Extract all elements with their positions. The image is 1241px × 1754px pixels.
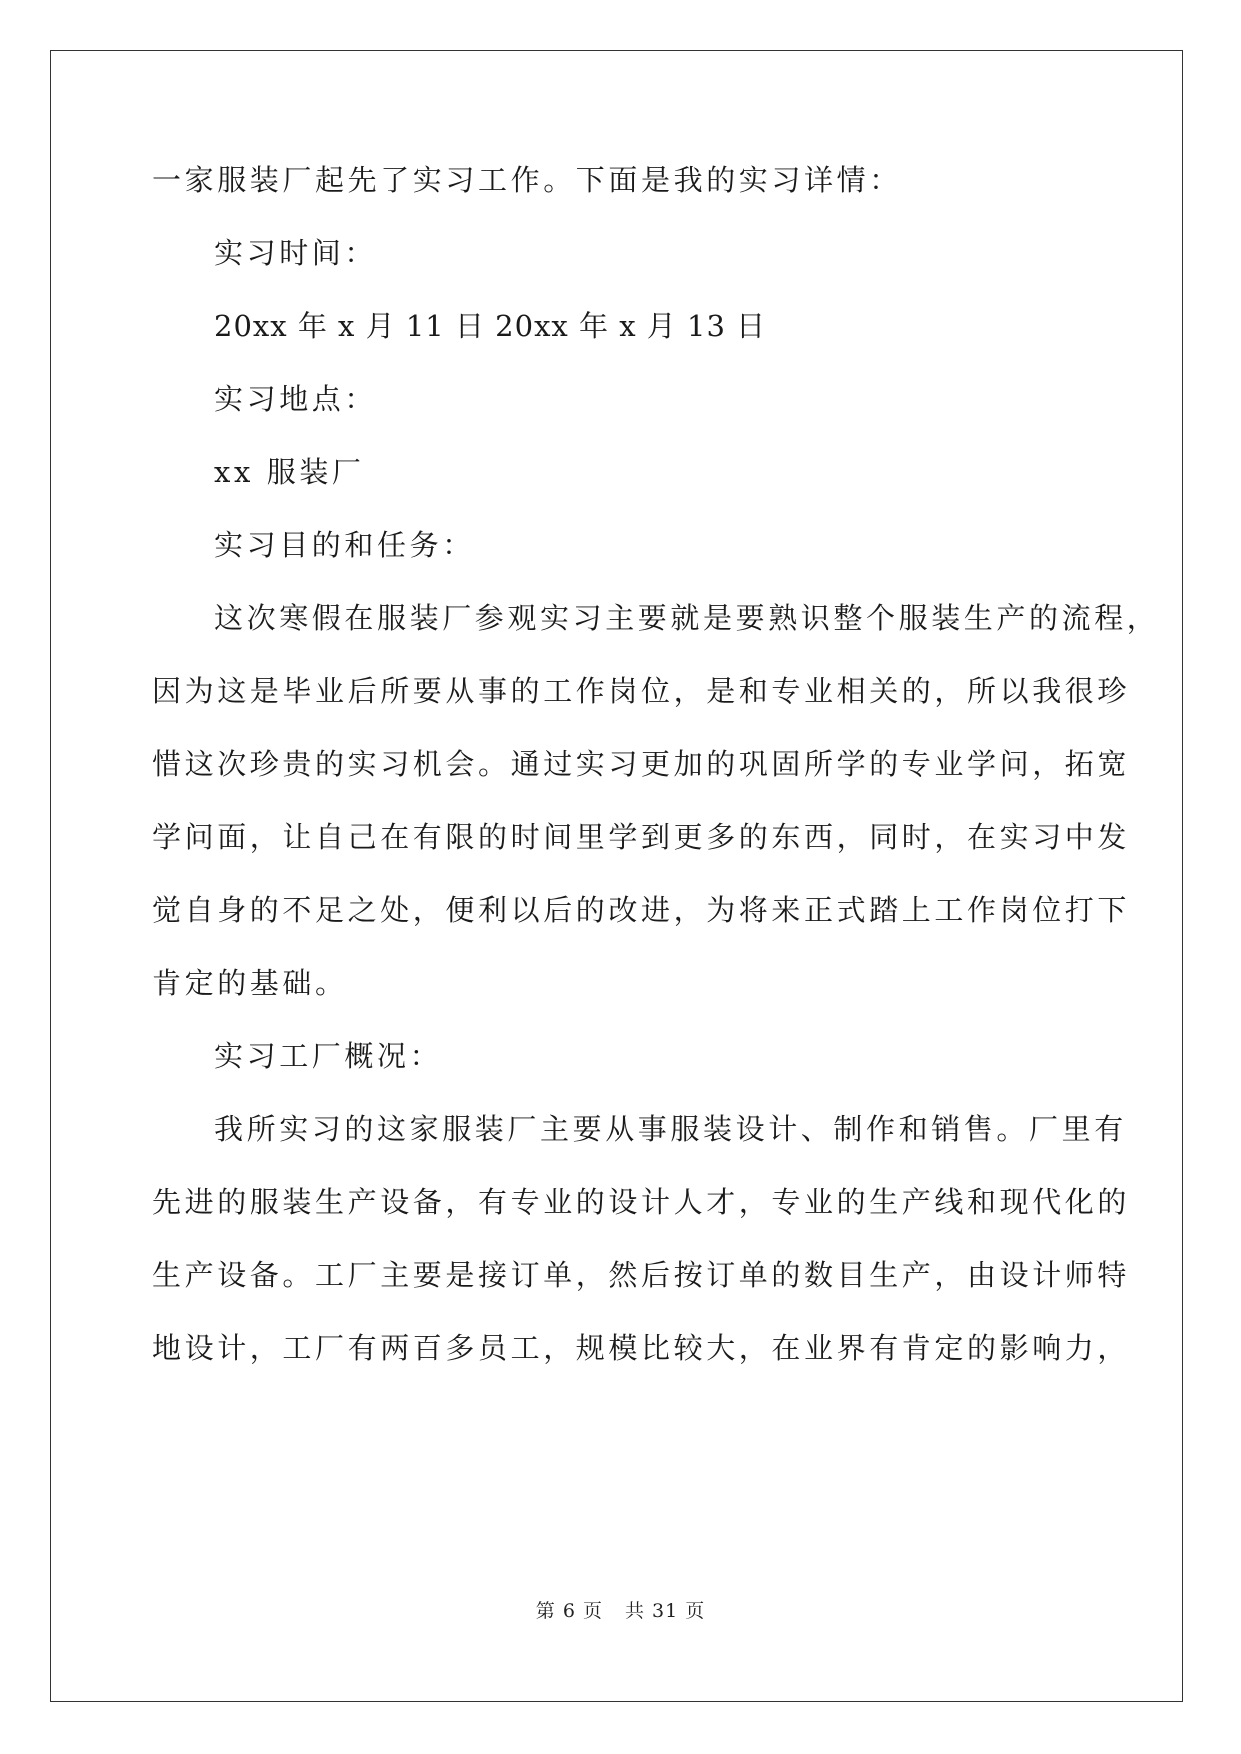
text-line: 实习工厂概况：: [214, 1039, 443, 1073]
text-line: 学问面，让自己在有限的时间里学到更多的东西，同时，在实习中发: [152, 820, 1131, 854]
page-number: 第 6 页: [535, 1600, 603, 1622]
text-line: 觉自身的不足之处，便利以后的改进，为将来正式踏上工作岗位打下: [152, 893, 1131, 927]
text-line: 20xx 年 x 月 11 日 20xx 年 x 月 13 日: [214, 309, 767, 343]
text-line: 我所实习的这家服装厂主要从事服装设计、制作和销售。厂里有: [214, 1112, 1127, 1146]
text-line: xx 服装厂: [214, 455, 365, 489]
text-line: 先进的服装生产设备，有专业的设计人才，专业的生产线和现代化的: [152, 1185, 1131, 1219]
text-line: 因为这是毕业后所要从事的工作岗位，是和专业相关的，所以我很珍: [152, 674, 1131, 708]
text-line: 这次寒假在服装厂参观实习主要就是要熟识整个服装生产的流程，: [214, 601, 1160, 635]
page-total: 共 31 页: [624, 1600, 706, 1622]
text-line: 地设计，工厂有两百多员工，规模比较大，在业界有肯定的影响力，: [152, 1331, 1131, 1365]
text-line: 一家服装厂起先了实习工作。下面是我的实习详情：: [152, 163, 902, 197]
text-line: 肯定的基础。: [152, 966, 348, 1000]
text-line: 实习目的和任务：: [214, 528, 475, 562]
text-line: 生产设备。工厂主要是接订单，然后按订单的数目生产，由设计师特: [152, 1258, 1131, 1292]
text-line: 惜这次珍贵的实习机会。通过实习更加的巩固所学的专业学问，拓宽: [152, 747, 1131, 781]
page-footer: [0, 1599, 1241, 1623]
text-line: 实习地点：: [214, 382, 378, 416]
text-line: 实习时间：: [214, 236, 378, 270]
page-border: [50, 50, 1183, 1702]
